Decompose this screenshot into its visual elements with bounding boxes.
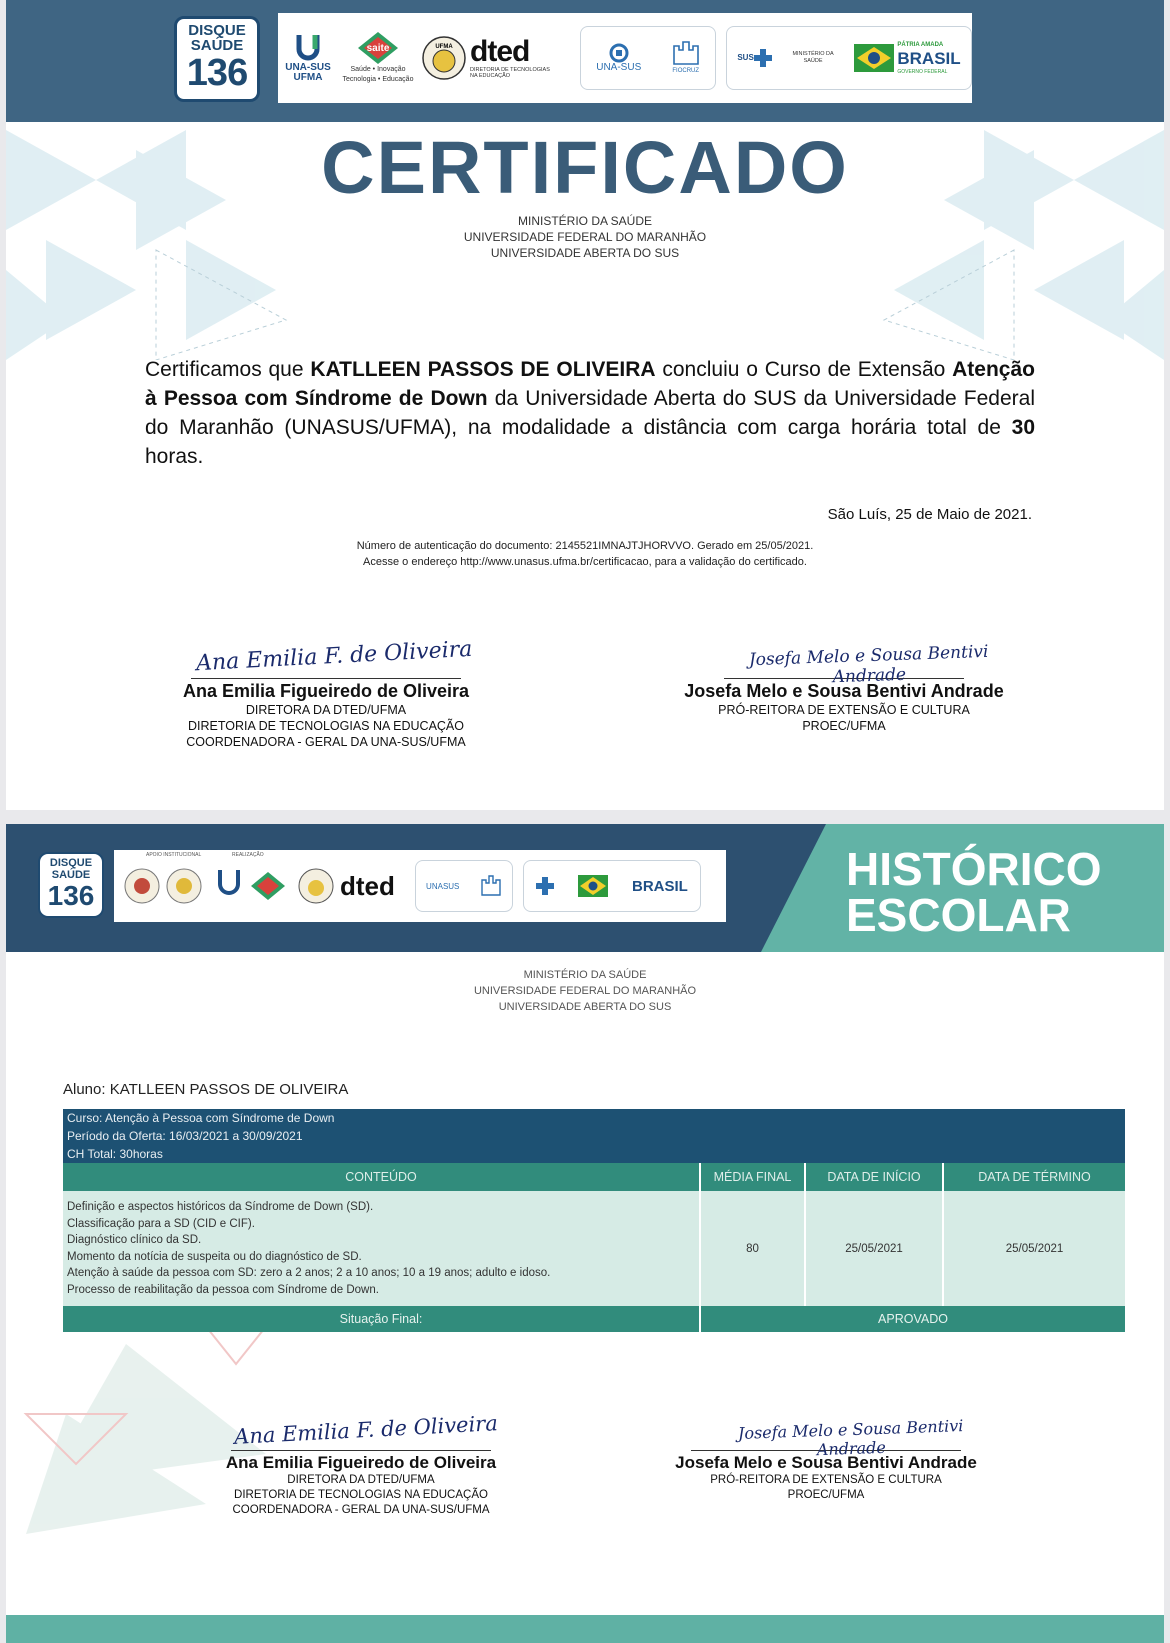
signature-line [191,678,461,679]
course-hours: 30 [1011,416,1035,439]
content-item: Classificação para a SD (CID e CIF). [67,1217,255,1230]
dted-logo: dted [340,870,395,901]
header-start-date: DATA DE INÍCIO [805,1163,943,1191]
handwritten-signature: Josefa Melo e Sousa Bentivi Andrade [748,641,989,688]
unasus-logo: UNA-SUS [596,43,641,73]
transcript-table [63,1109,1125,1332]
unasus-logo: UNASUS [426,881,460,891]
final-status: APROVADO [700,1306,1125,1332]
ministerio-logo: MINISTÉRIO DA SAÚDE [792,51,834,64]
validation-url-text: Acesse o endereço http://www.unasus.ufma.br/certificacao, para a validação do certificado. [363,556,807,568]
sus-cross-icon [536,877,554,895]
brazil-flag-icon [854,44,894,72]
ufma-seal-icon [421,35,467,81]
certificate-page [6,0,1164,810]
signatory-role: DIRETORIA DE TECNOLOGIAS NA EDUCAÇÃO [234,1489,488,1501]
content-item: Definição e aspectos históricos da Síndrome de Down (SD). [67,1201,374,1213]
course-info: Curso: Atenção à Pessoa com Síndrome de Down [63,1109,1125,1127]
student-name: KATLLEEN PASSOS DE OLIVEIRA [310,358,656,381]
sus-logo: SUS [737,49,771,67]
partner-logos [278,13,972,103]
end-date: 25/05/2021 [943,1191,1125,1306]
final-status-label: Situação Final: [63,1306,700,1332]
signatory-name: Ana Emilia Figueiredo de Oliveira [225,1453,497,1472]
signatory-role: PROEC/UFMA [802,719,886,733]
sus-cross-icon [754,49,772,67]
signatory-name: Ana Emilia Figueiredo de Oliveira [182,681,470,701]
handwritten-signature: Josefa Melo e Sousa Bentivi Andrade [737,1416,964,1460]
government-logos-box [726,26,972,90]
authentication-info [6,538,1164,570]
certificate-title: CERTIFICADO [321,126,849,209]
fiocruz-castle-icon [480,875,502,897]
authentication-number: Número de autenticação do documento: 2145521IMNAJTJHORVVO. Gerado em 25/05/2021. [356,540,814,552]
transcript-page [6,824,1164,1643]
saite-diamond-icon [250,871,286,901]
content-item: Momento da notícia de suspeita ou do diagnóstico de SD. [67,1250,362,1263]
signatory-role: DIRETORA DA DTED/UFMA [245,703,407,717]
svg-text:UFMA: UFMA [435,44,453,50]
ufma-seal-icon [296,866,336,906]
institution-line: UNIVERSIDADE FEDERAL DO MARANHÃO [473,985,697,997]
signature-block-pro-rector [674,640,1014,734]
signature-line [231,1450,491,1451]
unasus-u-icon [214,868,244,904]
content-item: Diagnóstico clínico da SD. [67,1234,202,1246]
signatory-role: DIRETORA DA DTED/UFMA [287,1474,435,1486]
unasus-ufma-logo: UNA-SUS UFMA [278,33,338,83]
transcript-institutions [6,967,1164,1015]
signatory-role: DIRETORIA DE TECNOLOGIAS NA EDUCAÇÃO [188,719,464,733]
institution-line: MINISTÉRIO DA SAÚDE [523,969,647,981]
content-list [63,1191,700,1306]
start-date: 25/05/2021 [805,1191,943,1306]
certificate-institutions [6,213,1164,261]
brazil-flag-icon [578,875,608,897]
signatory-name: Josefa Melo e Sousa Bentivi Andrade [675,1453,977,1472]
unasus-fiocruz-box [415,860,513,912]
institution-line: UNIVERSIDADE ABERTA DO SUS [498,1001,672,1013]
student-name: Aluno: KATLLEEN PASSOS DE OLIVEIRA [63,1081,349,1098]
institution-line: UNIVERSIDADE ABERTA DO SUS [490,246,680,260]
transcript-title: HISTÓRICO ESCOLAR [846,843,1102,941]
header-end-date: DATA DE TÉRMINO [943,1163,1125,1191]
signatory-role: COORDENADORA - GERAL DA UNA-SUS/UFMA [186,735,466,749]
signatory-role: PRÓ-REITORA DE EXTENSÃO E CULTURA [710,1474,942,1486]
signatory-role: COORDENADORA - GERAL DA UNA-SUS/UFMA [232,1504,490,1516]
saite-diamond-icon [357,31,399,65]
disque-saude-logo: DISQUE SAÚDE 136 [174,16,260,102]
signatory-role: PRÓ-REITORA DE EXTENSÃO E CULTURA [718,703,970,717]
signatory-role: PROEC/UFMA [787,1489,865,1501]
signature-block-director [206,1411,516,1518]
course-name: Atenção à Pessoa com Síndrome de Down [145,358,1035,410]
content-item: Processo de reabilitação da pessoa com Síndrome de Down. [67,1283,379,1296]
fiocruz-castle-icon [672,40,700,66]
footer-bar [6,1615,1164,1643]
final-grade: 80 [700,1191,805,1306]
handwritten-signature: Ana Emilia F. de Oliveira [233,1411,499,1449]
government-logos-box [523,860,701,912]
partner-logos: APOIO INSTITUCIONAL REALIZAÇÃO dted UNASUS BRASIL [114,850,726,922]
brasil-logo: BRASIL [632,877,688,895]
svg-text:saite: saite [366,43,390,54]
disque-saude-logo: DISQUE SAÚDE 136 [38,852,104,918]
ufma-seal-logo [418,35,470,81]
saite-logo: saite Saúde • Inovação Tecnologia • Educação [338,31,418,85]
offer-period: Período da Oferta: 16/03/2021 a 30/09/2021 [63,1127,1125,1145]
brasil-logo: PÁTRIA AMADA BRASIL GOVERNO FEDERAL [854,40,960,77]
institution-line: MINISTÉRIO DA SAÚDE [517,214,653,228]
institution-line: UNIVERSIDADE FEDERAL DO MARANHÃO [463,230,707,244]
total-hours: CH Total: 30horas [63,1145,1125,1163]
unasus-icon [607,43,631,63]
institutional-seals-icon [122,866,208,906]
signatory-name: Josefa Melo e Sousa Bentivi Andrade [684,681,1004,701]
signature-block-director [166,636,486,750]
content-item: Atenção à saúde da pessoa com SD: zero a 2 anos; 2 a 10 anos; 10 a 19 anos; adulto e idoso. [67,1267,551,1279]
certificate-date: São Luís, 25 de Maio de 2021. [827,506,1032,523]
dted-logo: dted DIRETORIA DE TECNOLOGIAS NA EDUCAÇÃO [470,35,550,79]
signature-block-pro-rector [656,1414,996,1503]
certificate-statement: Certificamos que KATLLEEN PASSOS DE OLIVEIRA concluiu o Curso de Extensão Atenção à Pessoa com Síndrome de Down da Universidade Aberta do SUS da Universidade Federal do Maranhão (UNASUS/UFMA), na modalidade a distância com carga horária total de 30 horas. [145,358,1035,468]
unasus-fiocruz-box [580,26,716,90]
unasus-u-icon [293,33,323,63]
fiocruz-logo: FIOCRUZ [672,40,700,76]
header-content: CONTEÚDO [63,1163,700,1191]
handwritten-signature: Ana Emilia F. de Oliveira [195,636,473,677]
header-final-grade: MÉDIA FINAL [700,1163,805,1191]
